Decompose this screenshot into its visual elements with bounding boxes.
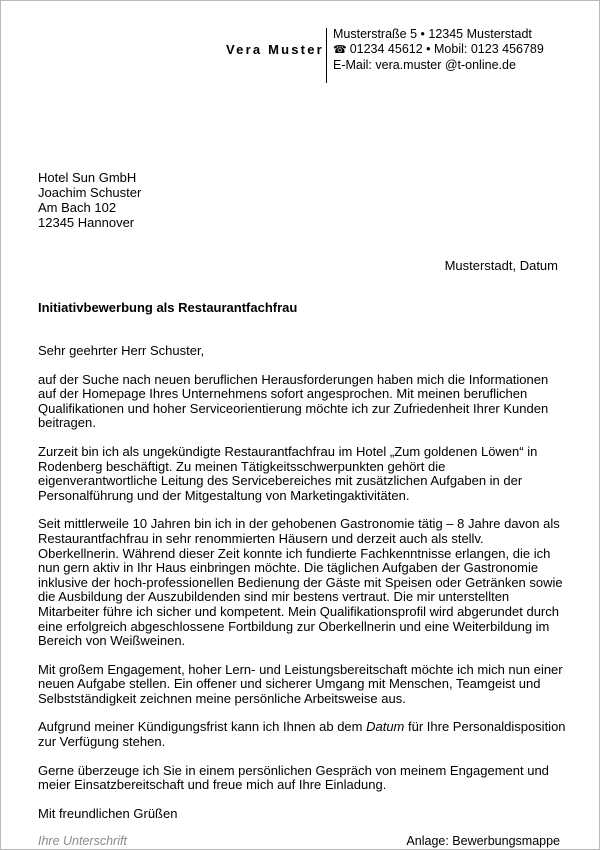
- header-divider: [326, 28, 327, 83]
- sender-phone-line: [333, 42, 544, 58]
- closing-greeting: Mit freundlichen Grüßen: [38, 805, 178, 821]
- availability-text-end: für Ihre Personaldisposition zur Verfügung stehen.: [38, 719, 566, 750]
- letter-body: [38, 344, 568, 821]
- availability-text-start: Aufgrund meiner Kündigungsfrist kann ich Ihnen ab dem: [38, 719, 367, 735]
- recipient-person: Joachim Schuster: [38, 185, 142, 200]
- recipient-address: [38, 170, 141, 230]
- letter-date: Musterstadt, Datum: [444, 258, 558, 273]
- paragraph-intro: auf der Suche nach neuen beruflichen Herausforderungen haben mich die Informationen auf der Homepage Ihres Unternehmens sofort angesprochen. Mit meinen beruflichen Qualifikationen und hoher Serviceorientierung möchte ich zur Zufriedenheit Ihrer Kunden beitragen.: [38, 371, 549, 431]
- paragraph-availability: [38, 720, 568, 749]
- salutation: Sehr geehrter Herr Schuster,: [38, 343, 205, 358]
- paragraph-experience: Seit mittlerweile 10 Jahren bin ich in der gehobenen Gastronomie tätig – 8 Jahre davon als Restaurantfachfrau in sehr renommierten Häusern und derzeit auch als stellv. Oberkellnerin. Während dieser Zeit konnte ich fundierte Fachkenntnisse erlangen, die ich nun gern aktiv in Ihr Haus einbringen möchte. Die täglichen Aufgaben der Gastronomie inklusive der hoch-professionellen Bedienung der Gäste mit Speisen oder Getränken sowie die Ausbildung der Auszubildenden sind mir bestens vertraut. Die mir unterstellten Mitarbeiter führe ich sicher und kompetent. Mein Qualifikationsprofil wird abgerundet durch eine erfolgreich abgeschlossene Fortbildung zur Oberkellnerin und eine Weiterbildung im Bereich von Weißweinen.: [38, 516, 563, 649]
- sender-address: Musterstraße 5 • 12345 Musterstadt: [333, 27, 532, 41]
- sender-contact: [333, 27, 544, 73]
- recipient-street: Am Bach 102: [38, 200, 117, 215]
- sender-name: Vera Muster: [226, 42, 324, 57]
- letter-subject: Initiativbewerbung als Restaurantfachfrau: [38, 300, 298, 315]
- paragraph-closing-request: Gerne überzeuge ich Sie in einem persönlichen Gespräch von meinem Engagement und meier Einsatzbereitschaft und freue mich auf Ihre Einladung.: [38, 762, 549, 793]
- paragraph-current-position: Zurzeit bin ich als ungekündigte Restaurantfachfrau im Hotel „Zum goldenen Löwen“ in Rodenberg beschäftigt. Zu meinen Tätigkeitsschwerpunkten gehört die eigenverantwortliche Leitung des Servicebereiches mit zusätzlichen Aufgaben in der Personalführung und der Mitgestaltung von Marketingaktivitäten.: [38, 443, 538, 503]
- recipient-company: Hotel Sun GmbH: [38, 170, 137, 185]
- sender-email: E-Mail: vera.muster @t-online.de: [333, 58, 516, 72]
- telephone-icon: ☎: [333, 44, 347, 56]
- sender-phone: 01234 45612 • Mobil: 0123 456789: [349, 42, 544, 56]
- paragraph-motivation: Mit großem Engagement, hoher Lern- und Leistungsbereitschaft möchte ich mich nun einer neuen Aufgabe stellen. Ein offener und sicherer Umgang mit Menschen, Teamgeist und Selbstständigkeit zeichnen meine persönliche Arbeitsweise aus.: [38, 661, 563, 706]
- recipient-city: 12345 Hannover: [38, 215, 135, 230]
- availability-date-placeholder: Datum: [366, 719, 405, 735]
- signature-placeholder: Ihre Unterschrift: [38, 834, 127, 848]
- enclosure-note: Anlage: Bewerbungsmappe: [406, 834, 560, 848]
